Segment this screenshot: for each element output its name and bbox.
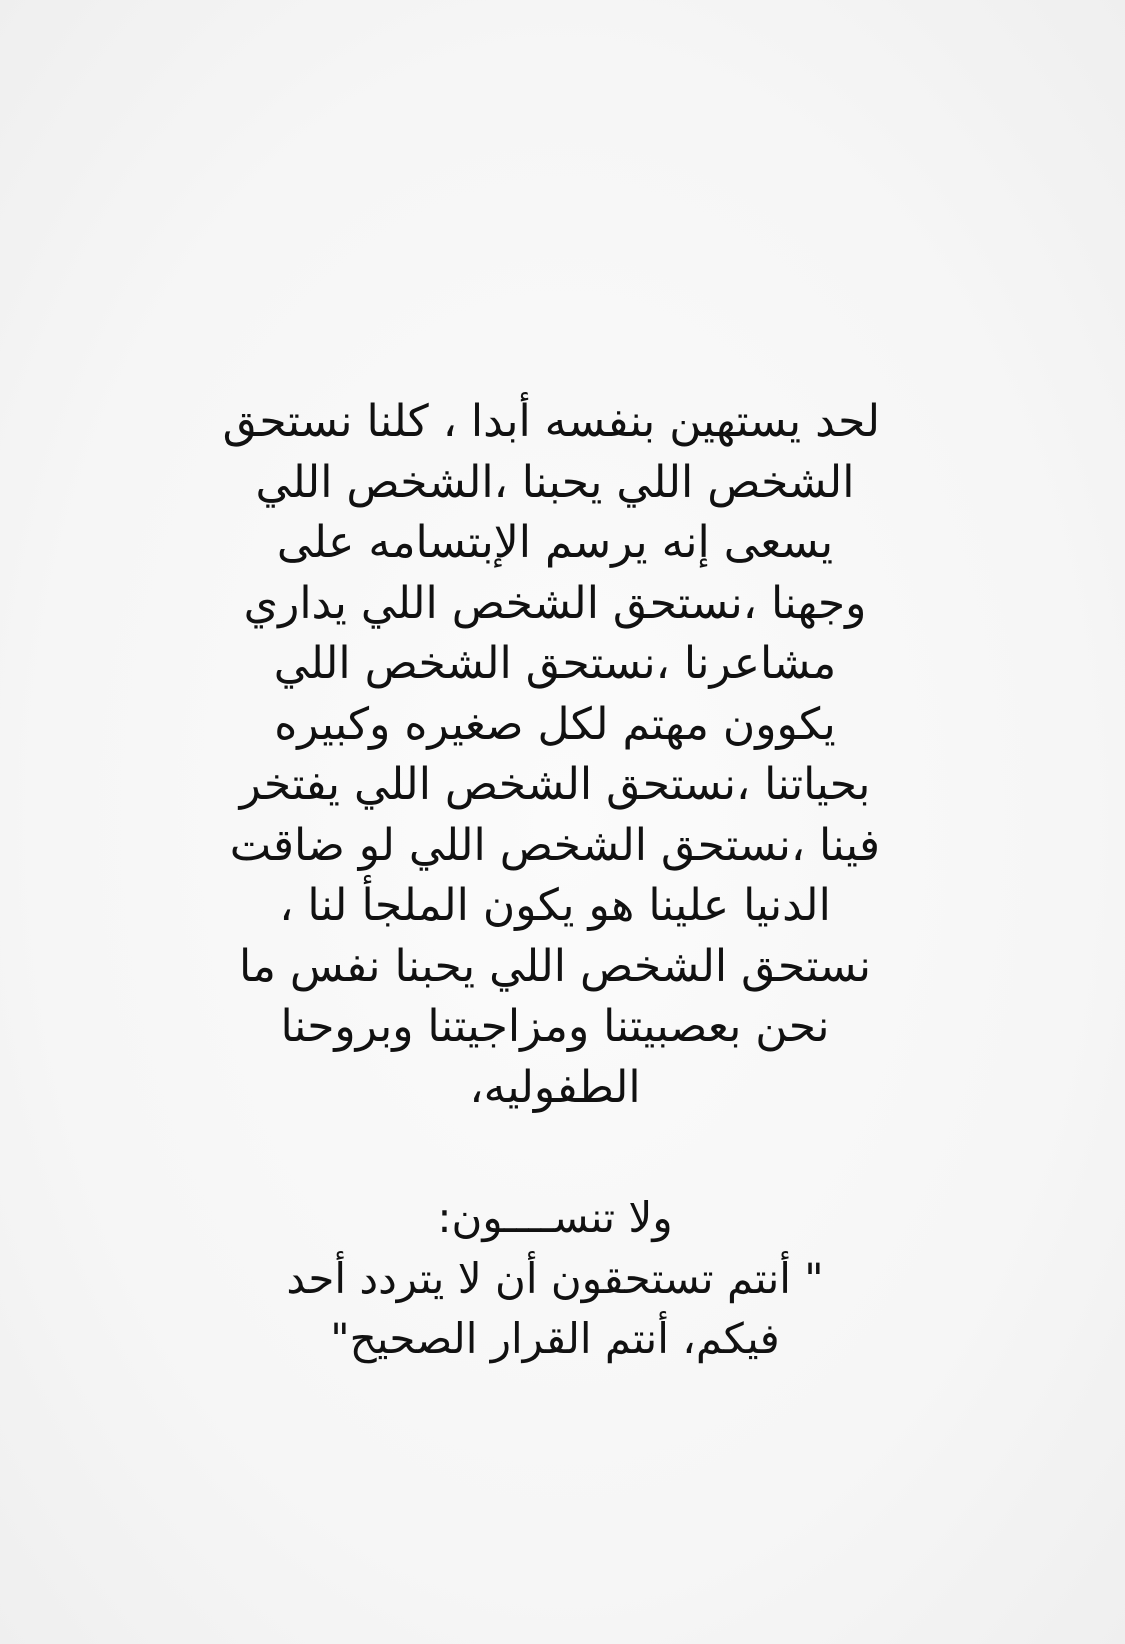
closing-line: " أنتم تستحقون أن لا يتردد أحد (286, 1253, 824, 1303)
paragraph-line: الدنيا علينا هو يكون الملجأ لنا ، (279, 880, 831, 931)
paragraph-line: الطفوليه، (469, 1061, 641, 1113)
closing-quote (230, 1188, 880, 1370)
paragraph-line: يكوون مهتم لكل صغيره وكبيره (274, 698, 836, 750)
paragraph-line: نحن بعصبيتنا ومزاجيتنا وبروحنا (280, 1001, 830, 1052)
paragraph-spacer (230, 1118, 880, 1188)
main-paragraph (222, 392, 880, 1118)
closing-line: فيكم، أنتم القرار الصحيح" (330, 1314, 780, 1363)
quote-text-block (222, 392, 880, 1370)
paragraph-line: بحياتنا ،نستحق الشخص اللي يفتخر (239, 759, 871, 810)
paragraph-line: لحد يستهين بنفسه أبدا ، كلنا نستحق (222, 396, 880, 447)
paragraph-line: يسعى إنه يرسم الإبتسامه على (276, 517, 834, 568)
paragraph-line: نستحق الشخص اللي يحبنا نفس ما (238, 940, 872, 992)
paragraph-line: مشاعرنا ،نستحق الشخص اللي (273, 638, 837, 689)
paragraph-line: الشخص اللي يحبنا ،الشخص اللي (255, 456, 855, 508)
paragraph-line: وجهنا ،نستحق الشخص اللي يداري (243, 577, 867, 629)
closing-heading: ولا تنســــون: (437, 1193, 673, 1242)
paragraph-line: فينا ،نستحق الشخص اللي لو ضاقت (229, 819, 880, 871)
